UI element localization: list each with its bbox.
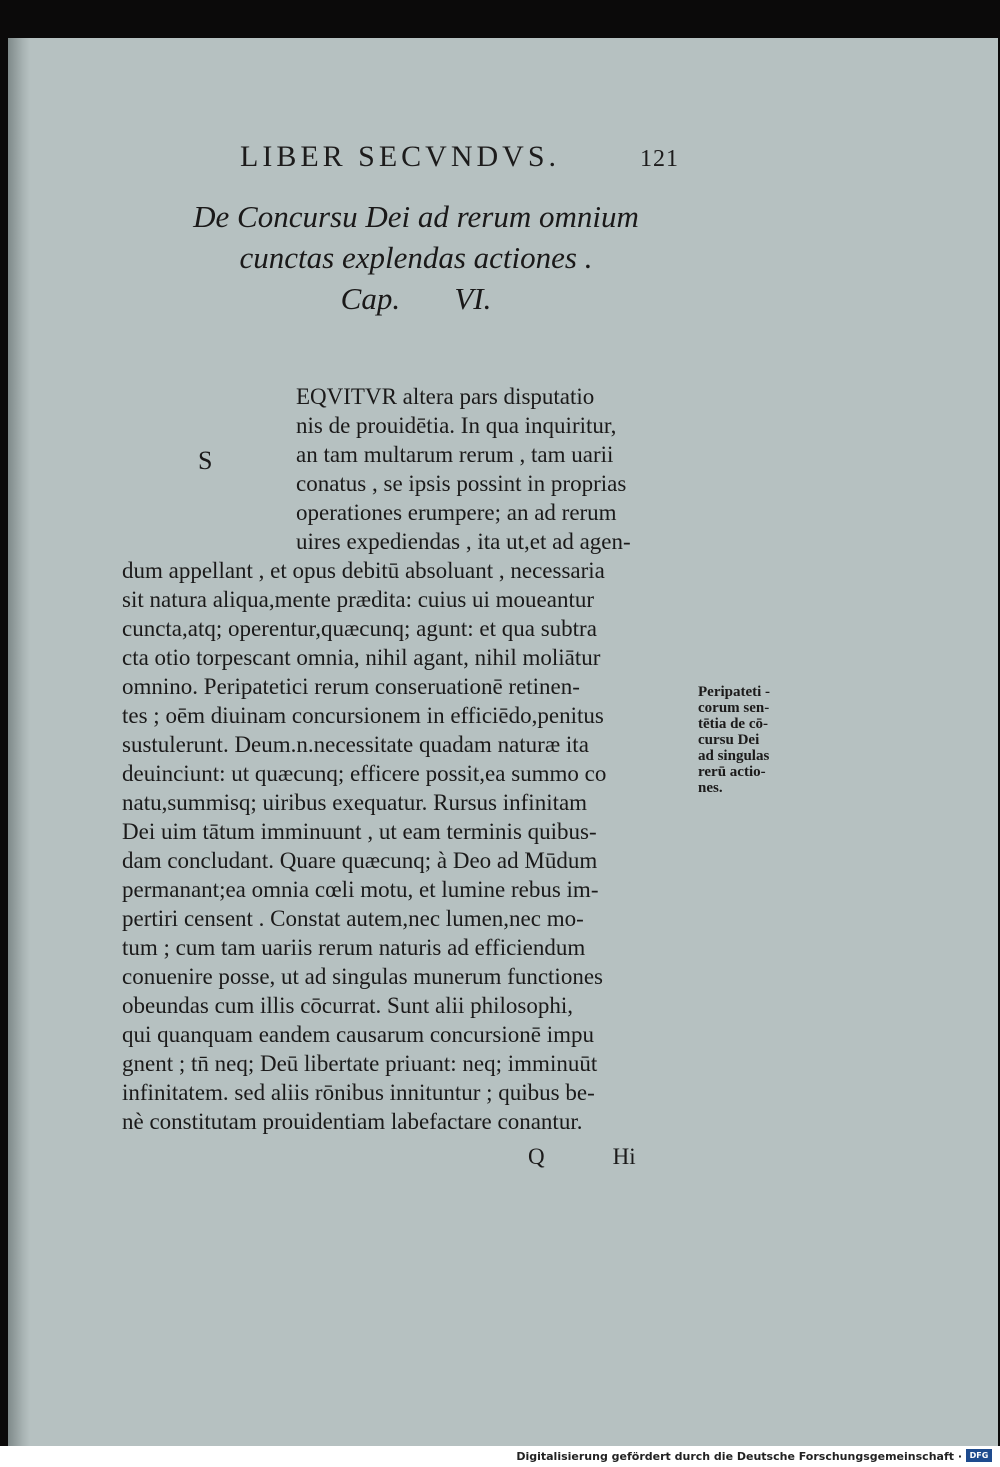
- chapter-title-line: cunctas explendas actiones .: [239, 240, 593, 275]
- footer-band: [0, 1446, 1000, 1467]
- text-line: sit natura aliqua,mente prædita: cuius ui moueantur: [122, 587, 595, 612]
- catchword: Hi: [612, 1144, 636, 1169]
- text-line: sustulerunt. Deum.n.necessitate quadam naturæ ita: [122, 732, 589, 757]
- text-line: deuinciunt: ut quæcunq; efficere possit,ea summo co: [122, 761, 607, 786]
- text-line: pertiri censent . Constat autem,nec lumen,nec mo-: [122, 906, 584, 931]
- text-line: cuncta,atq; operentur,quæcunq; agunt: et qua subtra: [122, 616, 597, 641]
- drop-cap-initial: S: [198, 446, 213, 475]
- signature-mark: Q: [528, 1144, 545, 1169]
- text-line: omnino. Peripatetici rerum conseruationē retinen-: [122, 674, 580, 699]
- text-line: gnent ; tn̄ neq; Deū libertate priuant: neq; imminuūt: [122, 1051, 598, 1076]
- text-line: infinitatem. sed aliis rōnibus innituntur ; quibus be-: [122, 1080, 595, 1105]
- funding-credit: Digitalisierung gefördert durch die Deutsche Forschungsgemeinschaft ·: [516, 1450, 962, 1463]
- text-line: an tam multarum rerum , tam uarii: [296, 442, 614, 467]
- text-line: operationes erumpere; an ad rerum: [296, 500, 617, 525]
- text-line: obeundas cum illis cōcurrat. Sunt alii philosophi,: [122, 993, 573, 1018]
- marginal-note-line: ad singulas: [698, 748, 770, 764]
- chapter-title: [116, 196, 716, 319]
- marginal-note-line: rerū actio-: [698, 764, 766, 780]
- marginal-note-line: cursu Dei: [698, 732, 760, 748]
- text-line: permanant;ea omnia cœli motu, et lumine rebus im-: [122, 877, 599, 902]
- marginal-note-line: nes.: [698, 780, 723, 796]
- marginal-note: [698, 684, 770, 796]
- text-line: qui quanquam eandem causarum concursionē impu: [122, 1022, 594, 1047]
- running-head: LIBER SECVNDVS.: [240, 140, 561, 173]
- text-line: Dei uim tātum imminuunt , ut eam terminis quibus-: [122, 819, 597, 844]
- text-line: uires expediendas , ita ut,et ad agen-: [296, 529, 631, 554]
- text-line: cta otio torpescant omnia, nihil agant, nihil moliātur: [122, 645, 601, 670]
- text-line: tum ; cum tam uariis rerum naturis ad efficiendum: [122, 935, 586, 960]
- text-line: nè constitutam prouidentiam labefactare conantur.: [122, 1109, 583, 1134]
- text-line: dum appellant , et opus debitū absoluant , necessaria: [122, 558, 605, 583]
- text-line: conatus , se ipsis possint in proprias: [296, 471, 627, 496]
- text-line: EQVITVR altera pars disputatio: [296, 384, 595, 409]
- marginal-note-line: corum sen-: [698, 700, 770, 716]
- text-line: dam concludant. Quare quæcunq; à Deo ad Mūdum: [122, 848, 598, 873]
- body-text: [122, 382, 631, 1136]
- dfg-logo: DFG: [966, 1449, 992, 1462]
- marginal-note-line: Peripateti -: [698, 684, 771, 700]
- book-page: [8, 38, 998, 1446]
- marginal-note-line: tētia de cō-: [698, 716, 768, 732]
- text-line: nis de prouidētia. In qua inquiritur,: [296, 413, 617, 438]
- text-line: conuenire posse, ut ad singulas munerum functiones: [122, 964, 603, 989]
- chapter-title-line: De Concursu Dei ad rerum omnium: [193, 199, 639, 234]
- page-spine-shadow: [8, 38, 30, 1446]
- catchword-line: [528, 1144, 636, 1170]
- text-line: natu,summisq; uiribus exequatur. Rursus infinitam: [122, 790, 588, 815]
- text-line: tes ; oēm diuinam concursionem in efficiēdo,penitus: [122, 703, 604, 728]
- chapter-number: Cap. VI.: [340, 281, 492, 316]
- page-number: 121: [640, 146, 679, 172]
